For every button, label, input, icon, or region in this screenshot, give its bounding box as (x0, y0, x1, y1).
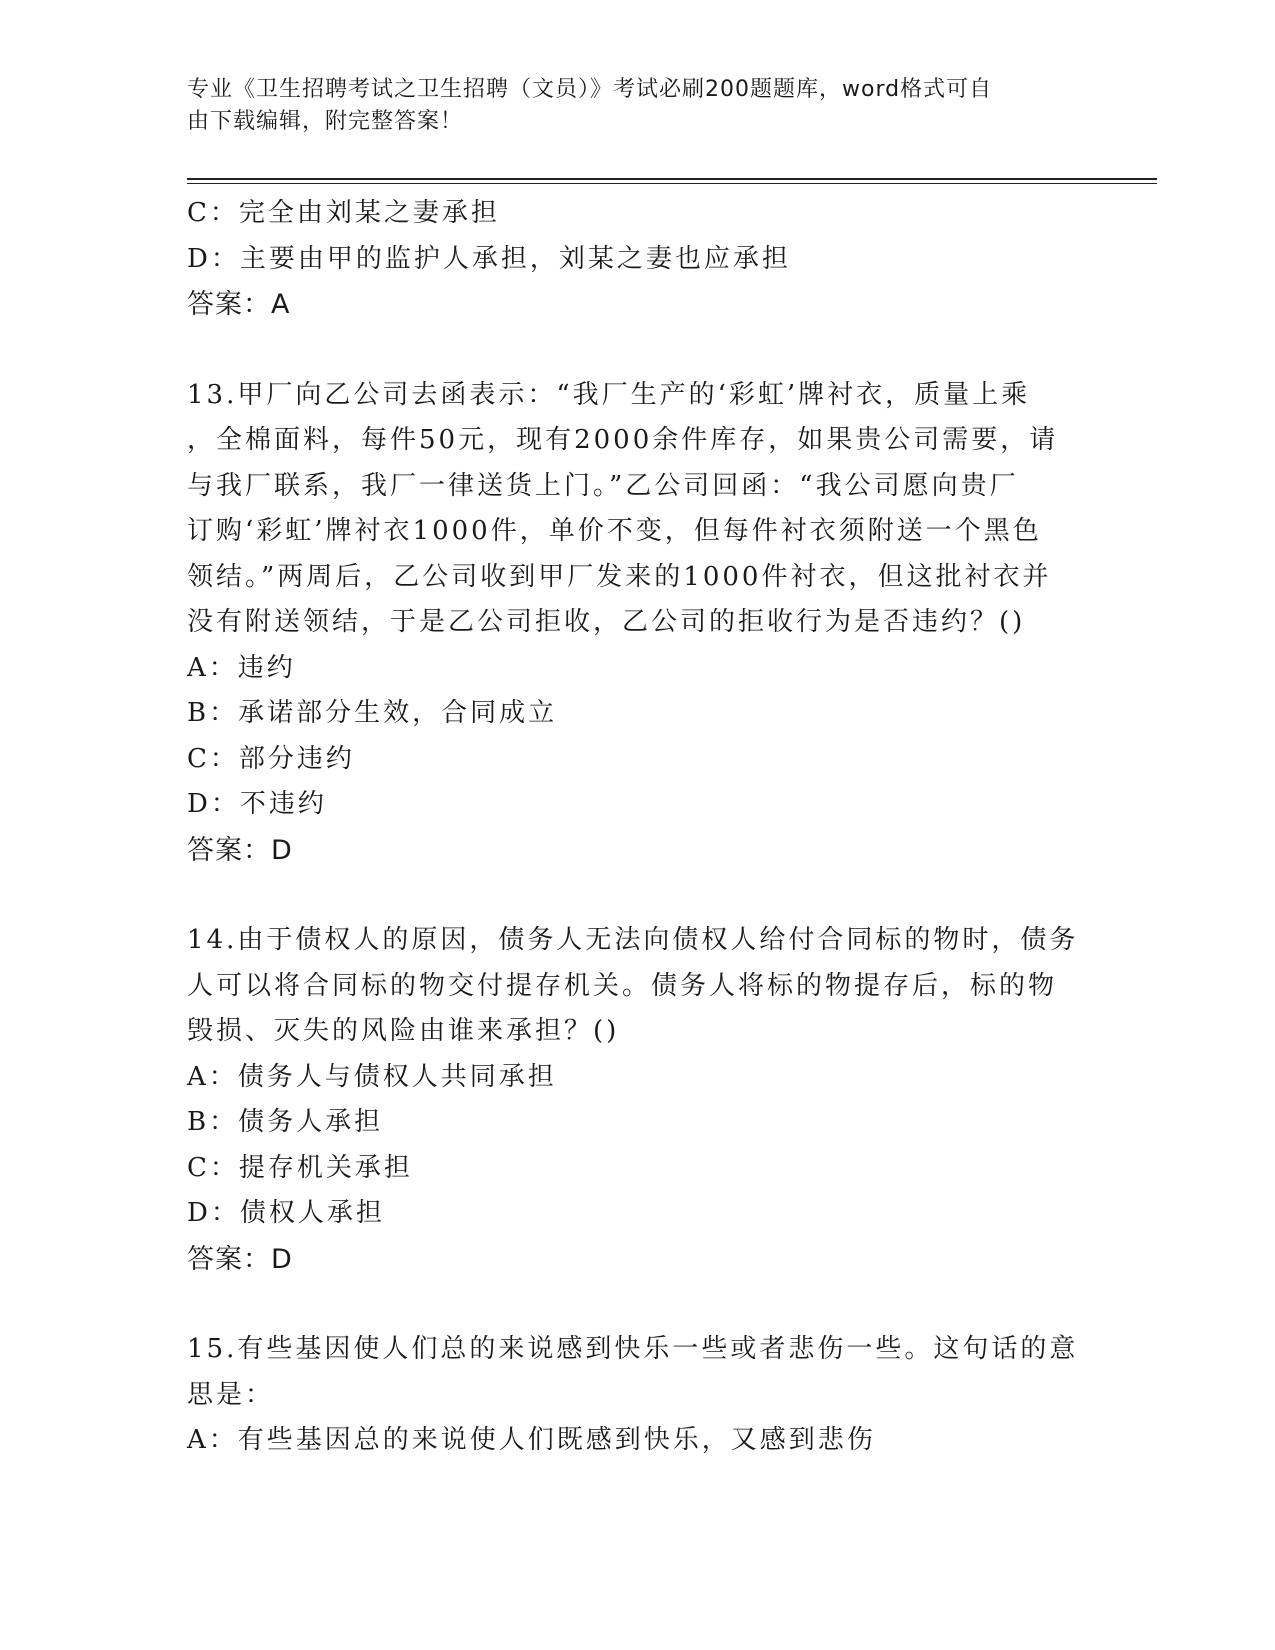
stem-line: 14.由于债权人的原因，债务人无法向债权人给付合同标的物时，债务 (187, 925, 1079, 955)
option-a: A：有些基因总的来说使人们既感到快乐，又感到悲伤 (187, 1425, 876, 1455)
stem-line: 与我厂联系，我厂一律送货上门。”乙公司回函：“我公司愿向贵厂 (187, 470, 1019, 501)
stem-line: ，全棉面料，每件50元，现有2000余件库存，如果贵公司需要，请 (187, 425, 1059, 455)
option-d: D：不违约 (187, 789, 327, 819)
stem-line: 思是： (187, 1379, 275, 1410)
stem-line: 没有附送领结，于是乙公司拒收，乙公司的拒收行为是否违约？() (187, 607, 1026, 637)
question-stem (187, 1327, 1087, 1418)
option-b: B：债务人承担 (187, 1107, 384, 1137)
document-body (187, 191, 1087, 1464)
stem-line: 毁损、灭失的风险由谁来承担？() (187, 1016, 620, 1046)
header-divider-thin (187, 183, 1157, 184)
header-line-2: 由下载编辑，附完整答案！ (187, 109, 464, 134)
option-a: A：违约 (187, 652, 296, 683)
option-b: B：承诺部分生效，合同成立 (187, 698, 558, 728)
question-13 (187, 373, 1087, 874)
question-12-tail (187, 191, 1087, 328)
option-d: D：债权人承担 (187, 1198, 385, 1228)
stem-line: 15.有些基因使人们总的来说感到快乐一些或者悲伤一些。这句话的意 (187, 1334, 1079, 1364)
header-divider-thick (187, 178, 1157, 180)
answer-line: 答案：D (187, 1243, 293, 1275)
stem-line: 订购‘彩虹’牌衬衣1000件，单价不变，但每件衬衣须附送一个黑色 (187, 516, 1042, 546)
option-a: A：债务人与债权人共同承担 (187, 1061, 557, 1092)
option-c: C：提存机关承担 (187, 1152, 413, 1183)
question-stem (187, 373, 1087, 646)
option-c: C：完全由刘某之妻承担 (187, 198, 500, 228)
stem-line: 13.甲厂向乙公司去函表示：“我厂生产的‘彩虹’牌衬衣，质量上乘 (187, 379, 1031, 410)
answer-line: 答案：D (187, 834, 293, 866)
document-header (187, 74, 1067, 138)
stem-line: 人可以将合同标的物交付提存机关。债务人将标的物提存后，标的物 (187, 970, 1058, 1001)
question-stem (187, 918, 1087, 1055)
header-line-1: 专业《卫生招聘考试之卫生招聘（文员）》考试必刷200题题库，word格式可自 (187, 77, 993, 102)
answer-line: 答案：A (187, 289, 291, 320)
option-d: D：主要由甲的监护人承担，刘某之妻也应承担 (187, 243, 791, 274)
stem-line: 领结。”两周后，乙公司收到甲厂发来的1000件衬衣，但这批衬衣并 (187, 561, 1052, 592)
option-c: C：部分违约 (187, 743, 355, 774)
question-14 (187, 918, 1087, 1282)
question-15 (187, 1327, 1087, 1464)
